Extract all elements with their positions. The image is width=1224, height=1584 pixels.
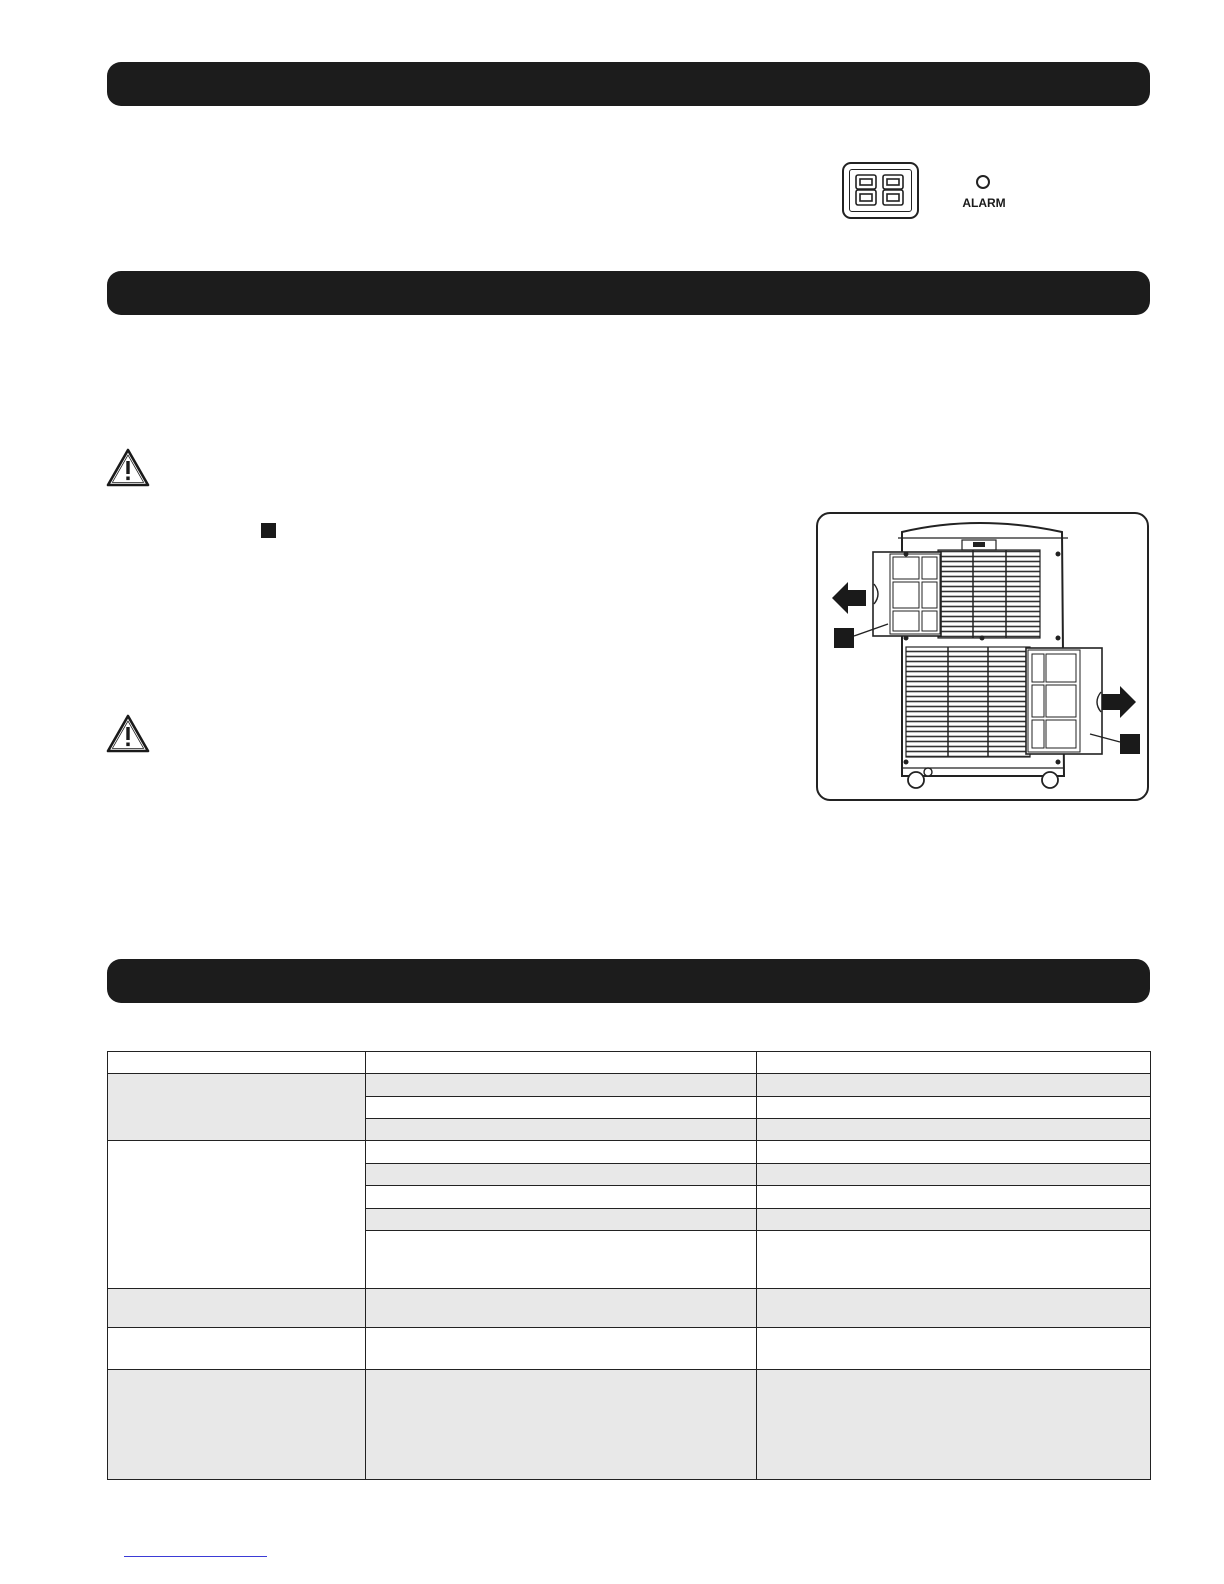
air-conditioner-filter-illustration	[818, 514, 1147, 799]
table-cell	[108, 1289, 366, 1328]
table-cell	[757, 1370, 1151, 1480]
table-cell	[108, 1074, 366, 1141]
table-row	[108, 1074, 1151, 1097]
section-header-bar-1	[107, 62, 1150, 106]
callout-marker-square	[261, 523, 276, 538]
table-cell	[366, 1164, 757, 1186]
table-cell	[757, 1209, 1151, 1231]
troubleshooting-table	[107, 1051, 1151, 1480]
table-cell	[366, 1209, 757, 1231]
table-row	[108, 1289, 1151, 1328]
table-cell	[366, 1119, 757, 1141]
footer-link-underline[interactable]	[124, 1556, 267, 1557]
digital-display	[842, 162, 919, 219]
table-cell	[366, 1074, 757, 1097]
table-cell	[366, 1097, 757, 1119]
table-cell	[366, 1186, 757, 1209]
table-cell	[366, 1231, 757, 1289]
table-cell	[366, 1289, 757, 1328]
table-cell	[366, 1370, 757, 1480]
warning-triangle-icon	[105, 713, 151, 755]
table-row	[108, 1370, 1151, 1480]
table-cell	[757, 1231, 1151, 1289]
seven-segment-digits-icon	[850, 170, 913, 213]
table-cell	[757, 1186, 1151, 1209]
filter-removal-figure	[816, 512, 1149, 801]
table-cell	[108, 1328, 366, 1370]
table-cell	[757, 1289, 1151, 1328]
section-header-bar-3	[107, 959, 1150, 1003]
warning-triangle-icon	[105, 447, 151, 489]
alarm-indicator-light	[976, 175, 990, 189]
table-cell	[108, 1370, 366, 1480]
table-cell	[108, 1141, 366, 1289]
table-cell	[757, 1074, 1151, 1097]
table-cell	[757, 1164, 1151, 1186]
table-cell	[757, 1328, 1151, 1370]
table-cell	[366, 1328, 757, 1370]
table-row	[108, 1141, 1151, 1164]
table-row	[108, 1328, 1151, 1370]
table-header-cell	[757, 1052, 1151, 1074]
table-header-cell	[366, 1052, 757, 1074]
table-header-row	[108, 1052, 1151, 1074]
table-cell	[366, 1141, 757, 1164]
table-cell	[757, 1119, 1151, 1141]
alarm-label: ALARM	[962, 196, 1006, 210]
table-cell	[757, 1141, 1151, 1164]
table-header-cell	[108, 1052, 366, 1074]
section-header-bar-2	[107, 271, 1150, 315]
table-cell	[757, 1097, 1151, 1119]
